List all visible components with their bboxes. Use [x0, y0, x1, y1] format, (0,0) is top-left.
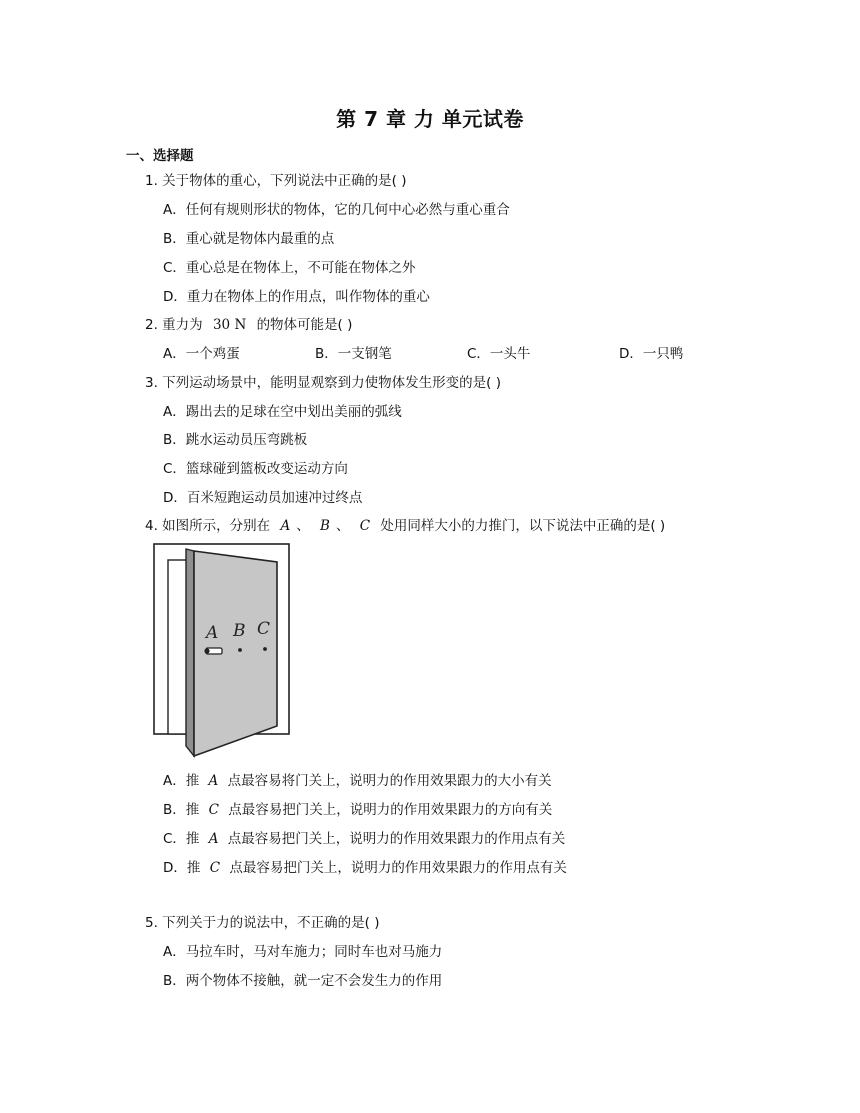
section-heading: 一、选择题: [126, 148, 194, 164]
option-text: 点最容易把门关上，说明力的作用效果跟力的作用点有关: [227, 831, 566, 847]
question-4-option-c[interactable]: [163, 830, 565, 848]
question-4-point-b: B: [320, 518, 330, 534]
option-prefix: B．推: [163, 802, 200, 818]
question-4-stem: [145, 517, 665, 535]
question-1-option-a[interactable]: A．任何有规则形状的物体，它的几何中心必然与重心重合: [163, 202, 510, 218]
question-4-option-d[interactable]: [163, 859, 567, 877]
option-point: C: [209, 860, 221, 876]
question-2-stem-pre: 2. 重力为: [145, 317, 203, 333]
question-4-point-c: C: [359, 518, 371, 534]
point-c-dot: [263, 647, 267, 651]
question-5-option-a[interactable]: A．马拉车时，马对车施力；同时车也对马施力: [163, 944, 443, 960]
door-figure: [153, 543, 293, 763]
figure-label-c: C: [257, 619, 271, 639]
question-4-point-a: A: [280, 518, 291, 534]
question-4-stem-post: 处用同样大小的力推门，以下说法中正确的是( ): [380, 518, 666, 534]
figure-label-a: A: [206, 623, 219, 643]
option-point: A: [208, 773, 219, 789]
question-5-stem: 5. 下列关于力的说法中，不正确的是( ): [145, 915, 380, 931]
question-3-stem: 3. 下列运动场景中，能明显观察到力使物体发生形变的是( ): [145, 375, 501, 391]
point-a-dot: [204, 648, 209, 653]
question-1-stem: 1. 关于物体的重心，下列说法中正确的是( ): [145, 173, 407, 189]
question-2-option-c[interactable]: C．一头牛: [467, 346, 531, 362]
option-prefix: C．推: [163, 831, 200, 847]
question-1-option-d[interactable]: D．重力在物体上的作用点，叫作物体的重心: [163, 289, 430, 305]
question-2-option-d[interactable]: D．一只鸭: [619, 346, 684, 362]
point-b-dot: [238, 648, 242, 652]
question-4-separator: 、: [335, 518, 350, 534]
option-prefix: D．推: [163, 860, 201, 876]
option-point: C: [208, 802, 219, 818]
question-4-option-a[interactable]: [163, 772, 552, 790]
question-3-option-c[interactable]: C．篮球碰到篮板改变运动方向: [163, 461, 348, 477]
question-3-option-a[interactable]: A．踢出去的足球在空中划出美丽的弧线: [163, 404, 402, 420]
question-1-option-b[interactable]: B．重心就是物体内最重的点: [163, 231, 335, 247]
figure-label-b: B: [233, 621, 246, 641]
door-edge: [186, 549, 194, 756]
option-text: 点最容易把门关上，说明力的作用效果跟力的方向有关: [228, 802, 553, 818]
question-2-option-b[interactable]: B．一支钢笔: [315, 346, 392, 362]
question-5-option-b[interactable]: B．两个物体不接触，就一定不会发生力的作用: [163, 973, 443, 989]
option-text: 点最容易把门关上，说明力的作用效果跟力的作用点有关: [229, 860, 567, 876]
question-4-stem-pre: 4. 如图所示，分别在: [145, 518, 271, 534]
question-3-option-d[interactable]: D．百米短跑运动员加速冲过终点: [163, 490, 363, 506]
question-2-stem: [145, 316, 352, 334]
option-point: A: [208, 831, 219, 847]
question-4-separator: 、: [296, 518, 310, 534]
question-4-option-b[interactable]: [163, 801, 552, 819]
option-prefix: A．推: [163, 773, 200, 789]
question-2-option-a[interactable]: A．一个鸡蛋: [163, 346, 240, 362]
question-2-value: 30 N: [212, 317, 247, 333]
question-2-stem-post: 的物体可能是( ): [256, 317, 353, 333]
question-3-option-b[interactable]: B．跳水运动员压弯跳板: [163, 432, 308, 448]
page-title: 第 7 章 力 单元试卷: [336, 107, 524, 131]
question-1-option-c[interactable]: C．重心总是在物体上，不可能在物体之外: [163, 260, 416, 276]
option-text: 点最容易将门关上，说明力的作用效果跟力的大小有关: [227, 773, 552, 789]
